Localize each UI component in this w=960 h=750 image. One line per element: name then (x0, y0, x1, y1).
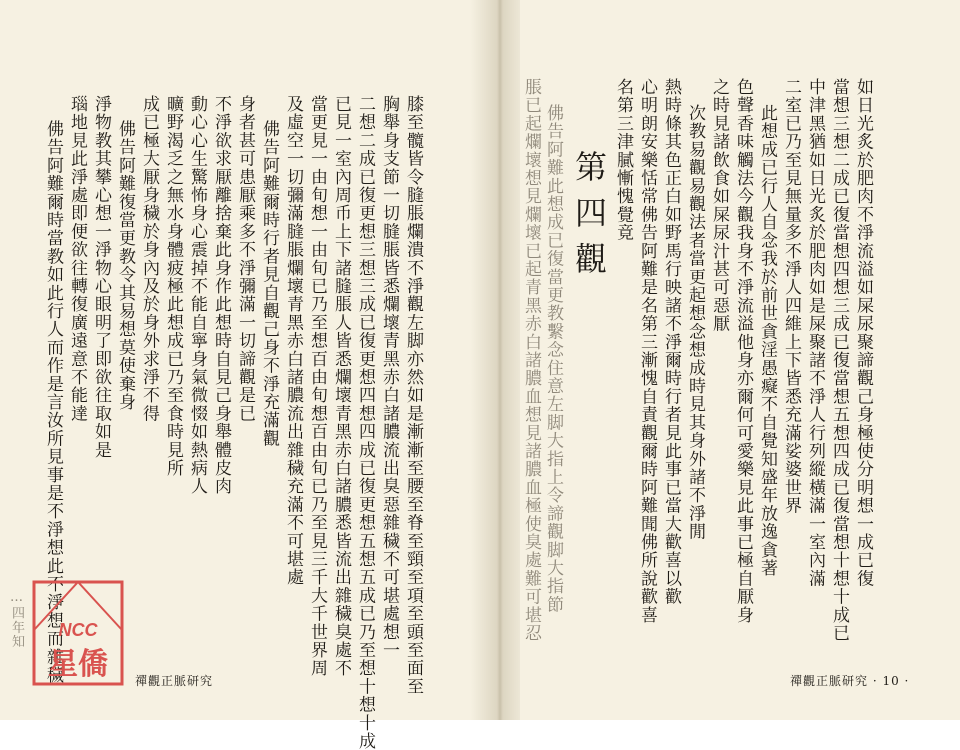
chapter-title: 第四觀 (570, 150, 608, 288)
left-column-4: 已見一室內周币上下諸膖脹人皆悉爛壞青黑赤白諸膿悉皆流出雜穢臭處不 (331, 95, 351, 678)
right-column-4: 二室已乃至見無量多不淨人四維上下皆悉充滿娑婆世界 (781, 78, 801, 515)
right-faint-column-1: 佛告阿難此想成已復當更教繫念住意左脚大指上令諦觀脚大指節 (543, 104, 563, 614)
left-column-2: 胸舉身支節一切膖脹皆悉爛壞青黑赤白諸膿流出臭惡雜穢不可堪處想一 (379, 95, 399, 660)
left-column-9: 不淨欲求厭離捨棄此身作此想時自見己身舉體皮肉 (211, 95, 231, 496)
right-faint-column-2: 脹已起爛壞想見爛壞已起青黑赤白諸膿血想見諸膿血極使臭處難可堪忍 (521, 78, 541, 643)
left-page-footer: 禪觀正脈研究 (135, 674, 214, 688)
left-column-12: 成已極大厭身穢於身內及於身外求淨不得 (139, 95, 159, 423)
right-column-2: 當想三想二成已復當想四想三成已復當想五想四成已復當想十想十成已 (829, 78, 849, 643)
right-column-8: 次教易觀易觀法者當更起想念想成時見其身外諸不淨閒 (685, 104, 705, 541)
stamp-top-text: NCC (58, 620, 98, 640)
right-column-3: 中津黑猶如日光炙於肥肉如是屎聚諸不淨人行列縱橫滿一室內滿 (805, 78, 825, 588)
left-edge-glyphs: …四年知 (9, 590, 24, 649)
right-column-10: 心明朗安樂恬常佛告阿難是名第三漸愧自責觀爾時阿難聞佛所說歡喜 (637, 78, 657, 624)
left-column-15: 瑙地見此淨處即便欲往轉復廣遠意不能達 (67, 95, 87, 423)
left-column-6: 及虛空一切彌滿膖脹爛壞青黑赤白諸膿流出雜穢充滿不可堪處 (283, 95, 303, 587)
ncc-watermark-stamp (30, 578, 126, 688)
left-column-1: 膝至髖皆令膖脹爛潰不淨觀左脚亦然如是漸漸至腰至脊至頸至項至頭至面至 (403, 95, 423, 696)
left-column-7: 佛告阿難爾時行者見自觀己身不淨充滿觀 (259, 120, 279, 448)
left-column-16: 佛告阿難爾時當教如此行人而作是言汝所見事是不淨想此不淨想而雜穢 (43, 120, 63, 685)
right-column-5: 此想成已行人自念我於前世貪淫愚癡不自覺知盛年放逸貪著 (757, 104, 777, 578)
left-column-11: 曠野渴乏之無水身體疲極此想成已乃至食時見所 (163, 95, 183, 478)
right-column-1: 如日光炙於肥肉不淨流溢如屎尿聚諦觀己身極使分明想一成已復 (853, 78, 873, 588)
left-column-13: 佛告阿難復當更教令其易想莫使棄身 (115, 120, 135, 412)
left-column-8: 身者甚可患厭乘多不淨彌滿一切諦觀是已 (235, 95, 255, 423)
left-column-14: 淨物教其攀心想一淨物心眼明了即欲往取如是 (91, 95, 111, 459)
left-column-3: 二想二成已復更想三想三成已復更想四想四成已復更想五想五成已乃至想十想十成 (355, 95, 375, 750)
left-column-10: 動心心生驚怖身心震掉不能自寧身氣微惙如熱病人 (187, 95, 207, 496)
left-column-5: 當更見一由旬想一由旬已乃至想百由旬想百由旬已乃至見三千大千世界周 (307, 95, 327, 678)
stamp-graphic (30, 578, 126, 688)
right-page-footer: 禪觀正脈研究 · 10 · (790, 674, 910, 688)
right-column-7: 之時見諸飲食如屎尿汁甚可惡厭 (709, 78, 729, 333)
right-column-6: 色聲香味觸法今觀我身不淨流溢他身亦爾何可愛樂見此事已極自厭身 (733, 78, 753, 624)
right-page (520, 0, 960, 720)
stamp-bottom-text: 星僑 (48, 647, 108, 682)
right-column-11: 名第三津膩慚愧覺竟 (613, 78, 633, 242)
right-column-9: 熱時條其色正白如野馬行映諸不淨爾時行者見此事已當大歡喜以歡 (661, 78, 681, 606)
